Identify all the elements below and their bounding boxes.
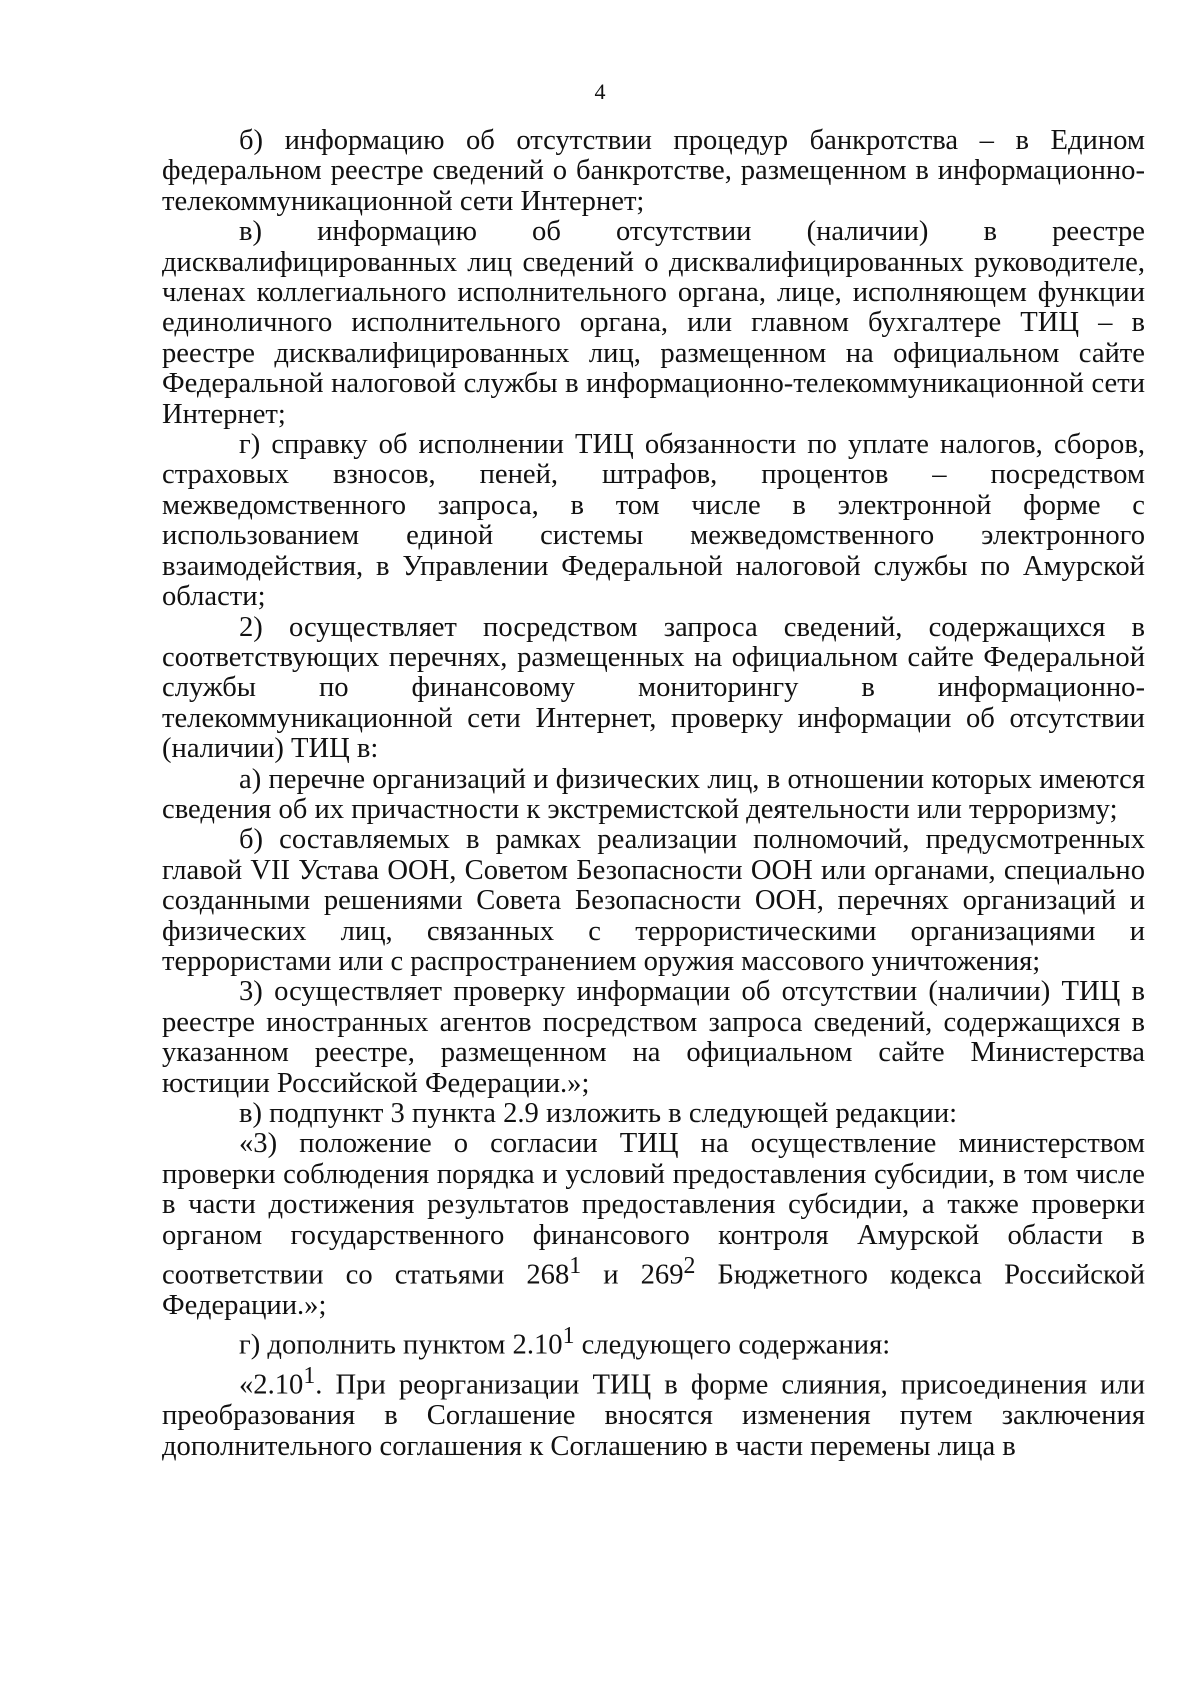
add-point-text-part: г) дополнить пунктом 2.10	[239, 1329, 563, 1361]
paragraph-disqualified-persons: в) информацию об отсутствии (наличии) в реестре дисквалифицированных лиц сведений о дисквалифицированных руководителе, членах коллегиального исполнительного органа, лице, исполняющем функции единоличного исполнительного органа, или главном бухгалтере ТИЦ – в реестре дисквалифицированных лиц, размещенном на официальном сайте Федеральной налоговой службы в информационно-телекоммуникационной сети Интернет;	[162, 216, 1145, 430]
paragraph-tax-certificate: г) справку об исполнении ТИЦ обязанности по уплате налогов, сборов, страховых взносов, пеней, штрафов, процентов – посредством межведомственного запроса, в том числе в электронной форме с использованием единой системы межведомственного электронного взаимодействия, в Управлении Федеральной налоговой службы по Амурской области;	[162, 429, 1145, 613]
paragraph-extremism-list: а) перечне организаций и физических лиц, в отношении которых имеются сведения об их причастности к экстремистской деятельности или терроризму;	[162, 763, 1145, 825]
paragraph-bankruptcy-info: б) информацию об отсутствии процедур банкротства – в Едином федеральном реестре сведений о банкротстве, размещенном в информационно-телекоммуникационной сети Интернет;	[162, 125, 1145, 217]
superscript: 2	[683, 1253, 696, 1280]
paragraph-subparagraph-2-9: в) подпункт 3 пункта 2.9 изложить в следующей редакции:	[239, 1098, 958, 1129]
paragraph-rosfinmonitoring-check: 2) осуществляет посредством запроса сведений, содержащихся в соответствующих перечнях, размещенных на официальном сайте Федеральной службы по финансовому мониторингу в информационно-телекоммуникационной сети Интернет, проверку информации об отсутствии (наличии) ТИЦ в:	[162, 611, 1145, 765]
superscript: 1	[562, 1323, 575, 1350]
reorganization-text-part: . При реорганизации ТИЦ в форме слияния, присоединения или преобразования в Соглашение вносятся изменения путем заключения дополнительного соглашения к Соглашению в части перемены лица в	[162, 1369, 1145, 1462]
reorganization-text-part: «2.10	[239, 1369, 304, 1401]
add-point-text-part: следующего содержания:	[574, 1329, 891, 1361]
paragraph-un-lists: б) составляемых в рамках реализации полномочий, предусмотренных главой VII Устава ООН, Советом Безопасности ООН или органами, специально созданными решениями Совета Безопасности ООН, перечнях организаций и физических лиц, связанных с террористическими организациями и террористами или с распространением оружия массового уничтожения;	[162, 824, 1145, 977]
page-number: 4	[594, 79, 606, 104]
consent-text-part: Бюджетного кодекса Российской Федерации.»;	[162, 1259, 1145, 1321]
document-body	[162, 126, 1145, 1462]
superscript: 1	[303, 1363, 316, 1390]
superscript: 1	[569, 1253, 582, 1280]
paragraph-foreign-agents: 3) осуществляет проверку информации об отсутствии (наличии) ТИЦ в реестре иностранных агентов посредством запроса сведений, содержащихся в указанном реестре, размещенном на официальном сайте Министерства юстиции Российской Федерации.»;	[162, 976, 1145, 1099]
paragraph-reorganization	[162, 1361, 1145, 1462]
paragraph-add-point-2-10-1	[162, 1321, 1145, 1361]
paragraph-consent-provision	[162, 1129, 1145, 1321]
consent-text-part: и 269	[581, 1259, 684, 1291]
consent-text-part: «3) положение о согласии ТИЦ на осуществление министерством проверки соблюдения порядка и условий предоставления субсидии, в том числе в части достижения результатов предоставления субсидии, а также проверки органом государственного финансового контроля Амурской области в соответствии со статьями 268	[162, 1128, 1145, 1291]
